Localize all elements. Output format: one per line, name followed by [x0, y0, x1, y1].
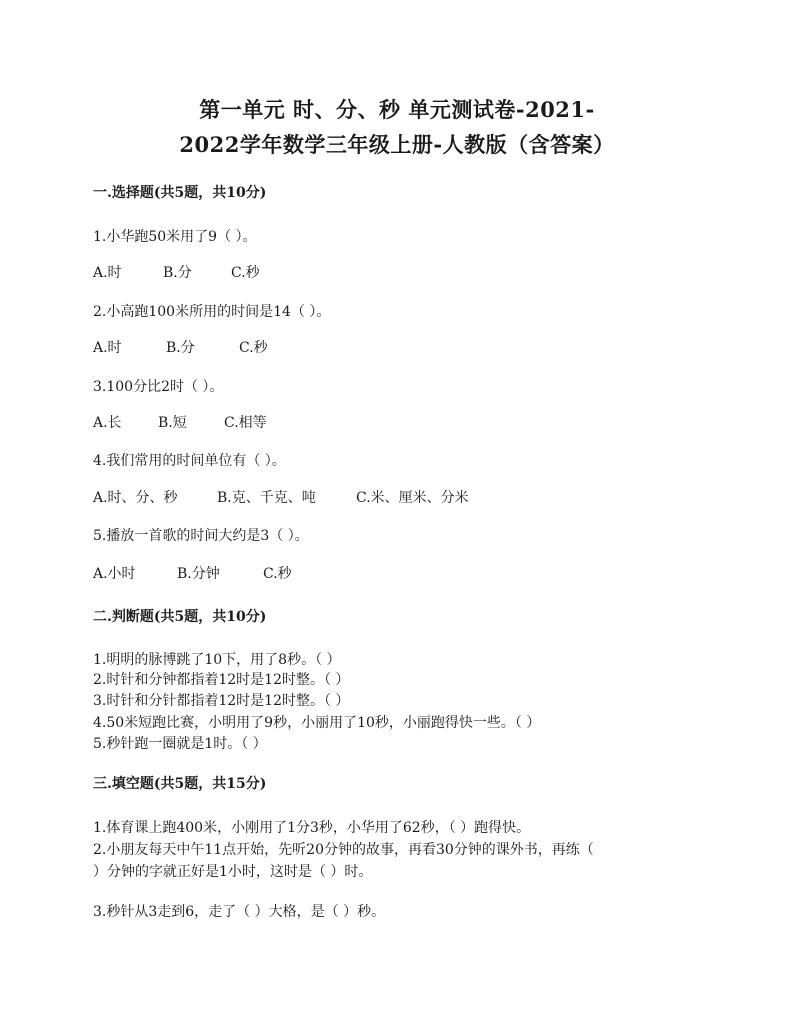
page-title-line1: 第一单元 时、分、秒 单元测试卷-2021-: [199, 97, 595, 122]
fill-item: 1.体育课上跑400米，小刚用了1分3秒，小华用了62秒，（ ）跑得快。: [93, 820, 531, 836]
option-a: A.时: [93, 265, 122, 281]
question-text: 2.小高跑100米所用的时间是14（ ）。: [93, 304, 331, 320]
judge-item: 4.50米短跑比赛，小明用了9秒，小丽用了10秒，小丽跑得快一些。（ ）: [93, 715, 541, 731]
option-b: B.分: [166, 340, 195, 356]
question-text: 1.小华跑50米用了9（ ）。: [93, 229, 257, 245]
section-heading-fill: 三.填空题(共5题，共15分): [93, 776, 267, 792]
option-b: B.分: [163, 265, 192, 281]
option-c: C.米、厘米、分米: [356, 490, 469, 506]
option-b: B.分钟: [177, 566, 220, 582]
question-text: 3.100分比2时（ ）。: [93, 379, 224, 395]
page-title-line2: 2022学年数学三年级上册-人教版（含答案）: [179, 132, 615, 157]
question-text: 4.我们常用的时间单位有（ ）。: [93, 453, 286, 469]
judge-item: 2.时针和分钟都指着12时是12时整。（ ）: [93, 672, 350, 688]
options-row: [93, 487, 469, 507]
fill-item: 2.小朋友每天中午11点开始，先听20分钟的故事，再看30分钟的课外书，再练（: [93, 842, 594, 858]
judge-item: 3.时针和分针都指着12时是12时整。（ ）: [93, 693, 350, 709]
question-text: 5.播放一首歌的时间大约是3（ ）。: [93, 528, 309, 544]
option-b: B.克、千克、吨: [217, 490, 316, 506]
option-c: C.秒: [231, 265, 260, 281]
options-row: [93, 563, 292, 583]
option-c: C.秒: [239, 340, 268, 356]
option-a: A.时: [93, 340, 122, 356]
section-heading-choice: 一.选择题(共5题，共10分): [93, 185, 267, 201]
option-a: A.小时: [93, 566, 136, 582]
judge-item: 5.秒针跑一圈就是1时。（ ）: [93, 736, 267, 752]
option-b: B.短: [158, 415, 187, 431]
option-c: C.秒: [263, 566, 292, 582]
option-a: A.长: [93, 415, 122, 431]
judge-item: 1.明明的脉博跳了10下，用了8秒。（ ）: [93, 652, 341, 668]
option-c: C.相等: [224, 415, 267, 431]
option-a: A.时、分、秒: [93, 490, 178, 506]
section-heading-judge: 二.判断题(共5题，共10分): [93, 609, 267, 625]
fill-item: 3.秒针从3走到6，走了（ ）大格，是（ ）秒。: [93, 904, 386, 920]
options-row: [93, 337, 268, 357]
fill-item-continued: ）分钟的字就正好是1小时，这时是（ ）时。: [93, 864, 373, 880]
options-row: [93, 262, 260, 282]
options-row: [93, 412, 267, 432]
